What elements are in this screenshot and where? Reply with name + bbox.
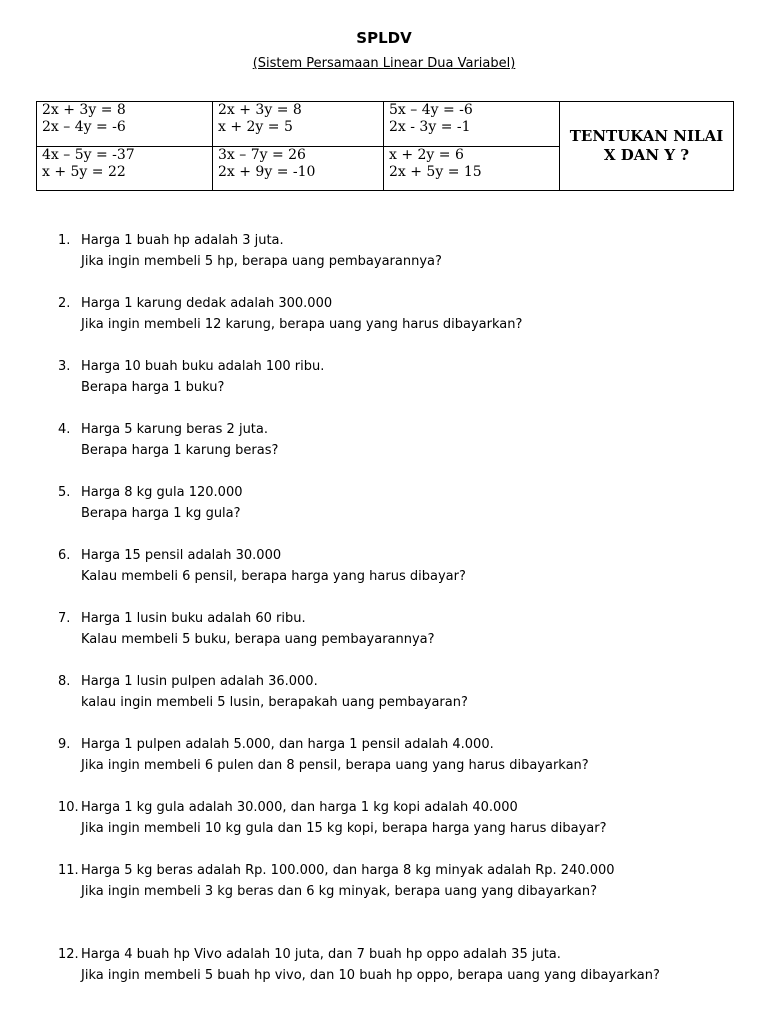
question-prompt: Berapa harga 1 buku? <box>81 380 225 395</box>
question-text: Harga 1 lusin buku adalah 60 ribu. <box>81 611 306 626</box>
question-text: Harga 1 buah hp adalah 3 juta. <box>81 233 284 248</box>
equation: 2x – 4y = -6 <box>42 119 126 135</box>
question-number: 2. <box>58 296 71 311</box>
equation: 4x – 5y = -37 <box>42 146 135 163</box>
equation-cell <box>384 102 560 147</box>
question-prompt: kalau ingin membeli 5 lusin, berapakah uang pembayaran? <box>81 695 468 710</box>
instruction-cell <box>560 102 734 191</box>
equation: x + 2y = 6 <box>389 146 464 163</box>
question-number: 1. <box>58 233 71 248</box>
question-prompt: Jika ingin membeli 12 karung, berapa uang yang harus dibayarkan? <box>81 317 523 332</box>
question-prompt: Kalau membeli 5 buku, berapa uang pembayarannya? <box>81 632 435 647</box>
question-prompt: Kalau membeli 6 pensil, berapa harga yang harus dibayar? <box>81 569 466 584</box>
equation: x + 5y = 22 <box>42 163 126 180</box>
question-number: 4. <box>58 422 71 437</box>
question-number: 6. <box>58 548 71 563</box>
instruction-text: TENTUKAN NILAI <box>569 127 724 145</box>
page-subtitle: (Sistem Persamaan Linear Dua Variabel) <box>252 56 516 71</box>
equation-cell <box>37 146 213 191</box>
equation: 5x – 4y = -6 <box>389 102 473 118</box>
equation: x + 2y = 5 <box>218 119 293 135</box>
question-text: Harga 5 karung beras 2 juta. <box>81 422 269 437</box>
question-prompt: Jika ingin membeli 5 hp, berapa uang pembayarannya? <box>81 254 442 269</box>
question-text: Harga 1 lusin pulpen adalah 36.000. <box>81 674 318 689</box>
question-text: Harga 4 buah hp Vivo adalah 10 juta, dan 7 buah hp oppo adalah 35 juta. <box>81 947 561 962</box>
equation: 2x + 5y = 15 <box>389 163 482 180</box>
equations-table <box>36 101 734 191</box>
equation: 2x + 3y = 8 <box>218 102 302 118</box>
question-prompt: Berapa harga 1 kg gula? <box>81 506 241 521</box>
question-number: 9. <box>58 737 71 752</box>
equation: 2x + 9y = -10 <box>218 163 316 180</box>
question-prompt: Berapa harga 1 karung beras? <box>81 443 279 458</box>
instruction-text: X DAN Y ? <box>603 146 690 164</box>
table-row <box>37 102 734 147</box>
question-prompt: Jika ingin membeli 3 kg beras dan 6 kg minyak, berapa uang yang dibayarkan? <box>81 884 598 899</box>
question-text: Harga 10 buah buku adalah 100 ribu. <box>81 359 325 374</box>
question-number: 11. <box>58 863 79 878</box>
question-prompt: Jika ingin membeli 5 buah hp vivo, dan 10 buah hp oppo, berapa uang yang dibayarkan? <box>81 968 660 983</box>
question-text: Harga 15 pensil adalah 30.000 <box>81 548 282 563</box>
question-text: Harga 1 pulpen adalah 5.000, dan harga 1 pensil adalah 4.000. <box>81 737 494 752</box>
equation: 2x + 3y = 8 <box>42 102 126 118</box>
question-number: 5. <box>58 485 71 500</box>
equation-cell <box>37 102 213 147</box>
equation: 2x - 3y = -1 <box>389 119 471 135</box>
question-number: 8. <box>58 674 71 689</box>
question-number: 12. <box>58 947 79 962</box>
page-title: SPLDV <box>356 29 412 47</box>
question-number: 7. <box>58 611 71 626</box>
question-number: 3. <box>58 359 71 374</box>
equation-cell <box>213 102 384 147</box>
equation-cell <box>384 146 560 191</box>
equation: 3x – 7y = 26 <box>218 146 306 163</box>
question-text: Harga 1 kg gula adalah 30.000, dan harga 1 kg kopi adalah 40.000 <box>81 800 518 815</box>
equation-cell <box>213 146 384 191</box>
question-text: Harga 5 kg beras adalah Rp. 100.000, dan harga 8 kg minyak adalah Rp. 240.000 <box>81 863 615 878</box>
question-prompt: Jika ingin membeli 6 pulen dan 8 pensil, berapa uang yang harus dibayarkan? <box>81 758 589 773</box>
question-number: 10. <box>58 800 79 815</box>
question-text: Harga 1 karung dedak adalah 300.000 <box>81 296 333 311</box>
question-text: Harga 8 kg gula 120.000 <box>81 485 243 500</box>
question-prompt: Jika ingin membeli 10 kg gula dan 15 kg kopi, berapa harga yang harus dibayar? <box>81 821 607 836</box>
